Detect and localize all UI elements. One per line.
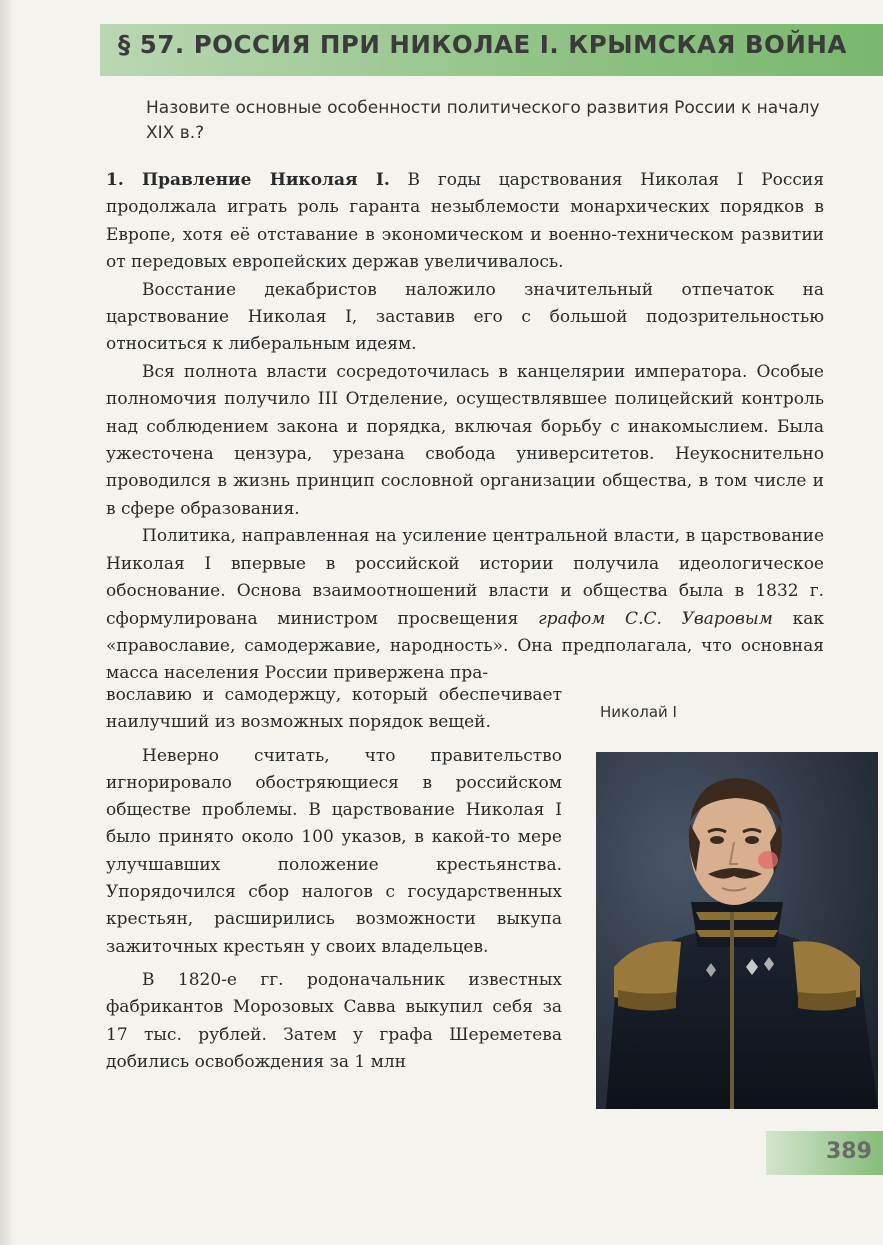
paragraph: Вся полнота власти сосредоточилась в канцелярии императора. Особые полномочия получило III Отделение, осуществлявшее полицейский контроль над соблюдением закона и порядка, включая борьбу с инакомыслием. Была ужесточена цензура, урезана свобода университетов. Неукоснительно проводился в жизнь принцип сословной организации общества, в том числе и в сфере образования. [106, 361, 824, 519]
paragraph-text: В годы царствования Николая I Россия продолжала играть роль гаранта незыблемости монархических порядков в Европе, хотя её отставание в экономическом и военно-техническом развитии от передовых европейских держав увеличивалось. [106, 170, 824, 273]
main-text [106, 167, 824, 688]
paragraph-text: как «православие, самодержавие, народность». Она предполагала, что основная масса населения России привержена пра- [106, 608, 824, 684]
side-text [106, 682, 562, 1076]
figure-caption: Николай I [600, 703, 677, 721]
page-number: 389 [826, 1139, 872, 1164]
page-title: § 57. РОССИЯ ПРИ НИКОЛАЕ I. КРЫМСКАЯ ВОЙНА [118, 30, 847, 59]
intro-question: Назовите основные особенности политического развития России к началу XIX в.? [146, 98, 820, 143]
paragraph [106, 523, 824, 687]
portrait-image [596, 752, 878, 1109]
paragraph-text: Политика, направленная на усиление центральной власти, в царствование Николая I впервые в российской истории получила идеологическое обоснование. Основа взаимоотношений власти и общества была в 1832 г. сформулирована министром просвещения [106, 526, 824, 629]
paragraph: В 1820-е гг. родоначальник известных фабрикантов Морозовых Савва выкупил себя за 17 тыс. рублей. Затем у графа Шереметева добились освобождения за 1 млн [106, 969, 562, 1072]
page-edge-shadow [0, 0, 14, 1245]
paragraph: Восстание декабристов наложило значительный отпечаток на царствование Николая I, заставив его с большой подозрительностью относиться к либеральным идеям. [106, 279, 824, 355]
paragraph: Неверно считать, что правительство игнорировало обостряющиеся в российском обществе проблемы. В царствование Николая I было принято около 100 указов, в какой-то мере улучшавших положение крестьянства. Упорядочился сбор налогов с государственных крестьян, расширились возможности выкупа зажиточных крестьян у своих владельцев. [106, 745, 562, 957]
emphasis-text: графом С.С. Уваровым [538, 608, 773, 629]
section-heading: 1. Правление Николая I. [106, 170, 390, 190]
paragraph [106, 167, 824, 277]
paragraph-continuation: вославию и самодержцу, который обеспечивает наилучший из возможных порядок вещей. [106, 685, 562, 733]
